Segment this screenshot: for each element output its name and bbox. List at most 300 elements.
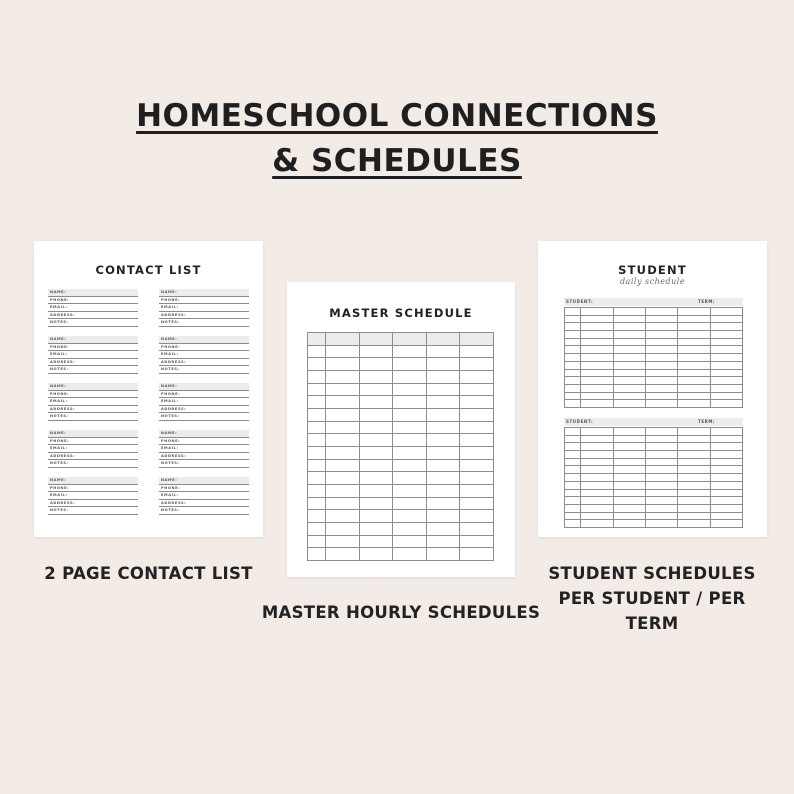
schedule-cell[interactable]: [326, 510, 360, 523]
schedule-cell[interactable]: [613, 443, 645, 451]
schedule-cell[interactable]: [710, 481, 742, 489]
schedule-cell[interactable]: [710, 400, 742, 408]
schedule-cell[interactable]: [426, 383, 460, 396]
contact-field-row[interactable]: [48, 398, 138, 406]
schedule-cell[interactable]: [565, 451, 581, 459]
schedule-cell[interactable]: [678, 451, 710, 459]
schedule-cell[interactable]: [308, 446, 326, 459]
schedule-cell[interactable]: [460, 497, 494, 510]
master-schedule-page-preview[interactable]: [287, 282, 515, 577]
schedule-cell[interactable]: [710, 512, 742, 520]
contact-field-row[interactable]: [48, 383, 138, 391]
schedule-cell[interactable]: [613, 520, 645, 528]
schedule-cell[interactable]: [565, 489, 581, 497]
schedule-cell[interactable]: [565, 520, 581, 528]
contact-field-row[interactable]: [48, 312, 138, 320]
contact-field-row[interactable]: [159, 391, 249, 399]
schedule-cell[interactable]: [393, 434, 427, 447]
schedule-cell[interactable]: [565, 377, 581, 385]
schedule-cell[interactable]: [565, 443, 581, 451]
schedule-cell[interactable]: [460, 472, 494, 485]
schedule-cell[interactable]: [326, 472, 360, 485]
schedule-cell[interactable]: [710, 466, 742, 474]
contact-field-row[interactable]: [159, 319, 249, 327]
schedule-cell[interactable]: [565, 504, 581, 512]
schedule-cell[interactable]: [565, 435, 581, 443]
schedule-cell[interactable]: [326, 345, 360, 358]
schedule-cell[interactable]: [613, 315, 645, 323]
schedule-cell[interactable]: [565, 361, 581, 369]
schedule-cell[interactable]: [646, 466, 678, 474]
contact-field-row[interactable]: [159, 289, 249, 297]
schedule-cell[interactable]: [359, 548, 393, 561]
schedule-cell[interactable]: [393, 446, 427, 459]
schedule-cell[interactable]: [646, 361, 678, 369]
schedule-cell[interactable]: [326, 459, 360, 472]
schedule-cell[interactable]: [359, 333, 393, 346]
schedule-cell[interactable]: [678, 346, 710, 354]
contact-field-row[interactable]: [159, 500, 249, 508]
schedule-cell[interactable]: [326, 358, 360, 371]
schedule-cell[interactable]: [613, 489, 645, 497]
schedule-cell[interactable]: [460, 358, 494, 371]
schedule-cell[interactable]: [581, 520, 613, 528]
schedule-cell[interactable]: [613, 392, 645, 400]
contact-field-row[interactable]: [159, 366, 249, 374]
contact-field-row[interactable]: [48, 485, 138, 493]
schedule-cell[interactable]: [678, 428, 710, 436]
schedule-cell[interactable]: [565, 323, 581, 331]
schedule-cell[interactable]: [393, 345, 427, 358]
schedule-cell[interactable]: [646, 308, 678, 316]
schedule-cell[interactable]: [460, 535, 494, 548]
contact-field-row[interactable]: [159, 477, 249, 485]
schedule-cell[interactable]: [393, 358, 427, 371]
schedule-cell[interactable]: [710, 384, 742, 392]
contact-field-row[interactable]: [159, 398, 249, 406]
schedule-cell[interactable]: [565, 481, 581, 489]
schedule-cell[interactable]: [565, 384, 581, 392]
schedule-cell[interactable]: [613, 481, 645, 489]
contact-field-row[interactable]: [48, 445, 138, 453]
contact-list-page-preview[interactable]: [34, 241, 263, 537]
schedule-cell[interactable]: [678, 400, 710, 408]
schedule-cell[interactable]: [359, 535, 393, 548]
schedule-cell[interactable]: [565, 338, 581, 346]
contact-field-row[interactable]: [159, 445, 249, 453]
schedule-cell[interactable]: [613, 497, 645, 505]
schedule-cell[interactable]: [308, 370, 326, 383]
contact-field-row[interactable]: [48, 344, 138, 352]
schedule-cell[interactable]: [460, 484, 494, 497]
student-term-header[interactable]: [564, 298, 743, 306]
contact-field-row[interactable]: [48, 391, 138, 399]
schedule-cell[interactable]: [581, 489, 613, 497]
schedule-cell[interactable]: [460, 383, 494, 396]
schedule-cell[interactable]: [460, 421, 494, 434]
schedule-cell[interactable]: [359, 497, 393, 510]
contact-field-row[interactable]: [159, 351, 249, 359]
schedule-cell[interactable]: [565, 308, 581, 316]
schedule-cell[interactable]: [646, 400, 678, 408]
schedule-cell[interactable]: [646, 377, 678, 385]
schedule-cell[interactable]: [646, 520, 678, 528]
schedule-cell[interactable]: [359, 472, 393, 485]
contact-field-row[interactable]: [159, 430, 249, 438]
schedule-cell[interactable]: [308, 333, 326, 346]
schedule-cell[interactable]: [710, 451, 742, 459]
schedule-cell[interactable]: [308, 484, 326, 497]
schedule-cell[interactable]: [565, 331, 581, 339]
schedule-cell[interactable]: [460, 396, 494, 409]
schedule-cell[interactable]: [460, 408, 494, 421]
schedule-cell[interactable]: [678, 338, 710, 346]
schedule-cell[interactable]: [581, 361, 613, 369]
schedule-cell[interactable]: [646, 451, 678, 459]
schedule-cell[interactable]: [613, 435, 645, 443]
schedule-cell[interactable]: [678, 331, 710, 339]
schedule-cell[interactable]: [646, 489, 678, 497]
schedule-cell[interactable]: [710, 392, 742, 400]
contact-field-row[interactable]: [48, 304, 138, 312]
schedule-cell[interactable]: [565, 428, 581, 436]
schedule-cell[interactable]: [359, 396, 393, 409]
contact-field-row[interactable]: [48, 297, 138, 305]
schedule-cell[interactable]: [678, 369, 710, 377]
schedule-cell[interactable]: [326, 434, 360, 447]
schedule-cell[interactable]: [326, 484, 360, 497]
schedule-cell[interactable]: [613, 458, 645, 466]
contact-field-row[interactable]: [48, 319, 138, 327]
schedule-cell[interactable]: [613, 466, 645, 474]
schedule-cell[interactable]: [581, 323, 613, 331]
schedule-cell[interactable]: [308, 383, 326, 396]
contact-field-row[interactable]: [48, 413, 138, 421]
schedule-cell[interactable]: [359, 383, 393, 396]
schedule-cell[interactable]: [646, 497, 678, 505]
schedule-cell[interactable]: [678, 435, 710, 443]
schedule-cell[interactable]: [581, 400, 613, 408]
schedule-cell[interactable]: [460, 333, 494, 346]
schedule-cell[interactable]: [710, 489, 742, 497]
schedule-cell[interactable]: [646, 338, 678, 346]
schedule-cell[interactable]: [426, 484, 460, 497]
schedule-cell[interactable]: [646, 458, 678, 466]
schedule-cell[interactable]: [581, 384, 613, 392]
contact-field-row[interactable]: [48, 336, 138, 344]
schedule-cell[interactable]: [565, 315, 581, 323]
contact-field-row[interactable]: [159, 507, 249, 515]
schedule-cell[interactable]: [565, 466, 581, 474]
schedule-cell[interactable]: [678, 392, 710, 400]
contact-field-row[interactable]: [159, 344, 249, 352]
schedule-cell[interactable]: [678, 497, 710, 505]
schedule-cell[interactable]: [710, 458, 742, 466]
schedule-cell[interactable]: [613, 428, 645, 436]
schedule-cell[interactable]: [678, 489, 710, 497]
schedule-cell[interactable]: [359, 510, 393, 523]
schedule-cell[interactable]: [646, 369, 678, 377]
schedule-cell[interactable]: [359, 446, 393, 459]
schedule-cell[interactable]: [308, 548, 326, 561]
schedule-cell[interactable]: [613, 338, 645, 346]
schedule-cell[interactable]: [613, 451, 645, 459]
schedule-cell[interactable]: [393, 396, 427, 409]
schedule-cell[interactable]: [613, 512, 645, 520]
schedule-cell[interactable]: [646, 481, 678, 489]
contact-field-row[interactable]: [48, 438, 138, 446]
schedule-cell[interactable]: [565, 400, 581, 408]
schedule-cell[interactable]: [581, 443, 613, 451]
schedule-cell[interactable]: [710, 428, 742, 436]
schedule-cell[interactable]: [678, 512, 710, 520]
schedule-cell[interactable]: [308, 497, 326, 510]
schedule-cell[interactable]: [581, 458, 613, 466]
contact-field-row[interactable]: [159, 312, 249, 320]
contact-field-row[interactable]: [48, 492, 138, 500]
schedule-cell[interactable]: [308, 358, 326, 371]
contact-field-row[interactable]: [48, 359, 138, 367]
schedule-cell[interactable]: [678, 377, 710, 385]
schedule-cell[interactable]: [710, 504, 742, 512]
schedule-cell[interactable]: [581, 451, 613, 459]
contact-field-row[interactable]: [48, 289, 138, 297]
schedule-cell[interactable]: [678, 474, 710, 482]
schedule-cell[interactable]: [678, 384, 710, 392]
schedule-cell[interactable]: [393, 497, 427, 510]
schedule-cell[interactable]: [613, 331, 645, 339]
schedule-cell[interactable]: [426, 421, 460, 434]
schedule-cell[interactable]: [613, 308, 645, 316]
schedule-cell[interactable]: [359, 370, 393, 383]
schedule-cell[interactable]: [326, 408, 360, 421]
schedule-cell[interactable]: [710, 308, 742, 316]
schedule-cell[interactable]: [393, 522, 427, 535]
schedule-cell[interactable]: [646, 346, 678, 354]
schedule-cell[interactable]: [613, 400, 645, 408]
schedule-cell[interactable]: [581, 481, 613, 489]
schedule-cell[interactable]: [326, 383, 360, 396]
schedule-cell[interactable]: [326, 535, 360, 548]
schedule-cell[interactable]: [710, 520, 742, 528]
schedule-cell[interactable]: [426, 446, 460, 459]
schedule-cell[interactable]: [581, 497, 613, 505]
schedule-cell[interactable]: [678, 504, 710, 512]
schedule-cell[interactable]: [613, 323, 645, 331]
schedule-cell[interactable]: [710, 361, 742, 369]
schedule-cell[interactable]: [565, 497, 581, 505]
schedule-cell[interactable]: [581, 504, 613, 512]
schedule-cell[interactable]: [460, 510, 494, 523]
schedule-cell[interactable]: [308, 408, 326, 421]
schedule-cell[interactable]: [613, 474, 645, 482]
schedule-cell[interactable]: [646, 392, 678, 400]
contact-field-row[interactable]: [159, 304, 249, 312]
schedule-cell[interactable]: [581, 466, 613, 474]
schedule-cell[interactable]: [710, 377, 742, 385]
schedule-cell[interactable]: [393, 510, 427, 523]
schedule-cell[interactable]: [581, 392, 613, 400]
schedule-cell[interactable]: [308, 396, 326, 409]
schedule-cell[interactable]: [613, 354, 645, 362]
schedule-cell[interactable]: [426, 510, 460, 523]
contact-field-row[interactable]: [159, 336, 249, 344]
contact-field-row[interactable]: [48, 406, 138, 414]
schedule-cell[interactable]: [326, 370, 360, 383]
schedule-cell[interactable]: [710, 497, 742, 505]
schedule-cell[interactable]: [581, 354, 613, 362]
schedule-cell[interactable]: [581, 331, 613, 339]
schedule-cell[interactable]: [359, 522, 393, 535]
schedule-cell[interactable]: [565, 354, 581, 362]
schedule-cell[interactable]: [646, 331, 678, 339]
schedule-cell[interactable]: [646, 428, 678, 436]
contact-field-row[interactable]: [48, 430, 138, 438]
schedule-cell[interactable]: [359, 459, 393, 472]
schedule-cell[interactable]: [646, 315, 678, 323]
schedule-cell[interactable]: [646, 354, 678, 362]
student-schedule-page-preview[interactable]: [538, 241, 767, 537]
schedule-cell[interactable]: [308, 472, 326, 485]
schedule-cell[interactable]: [710, 435, 742, 443]
schedule-cell[interactable]: [646, 512, 678, 520]
schedule-cell[interactable]: [426, 522, 460, 535]
schedule-cell[interactable]: [678, 354, 710, 362]
schedule-cell[interactable]: [710, 323, 742, 331]
schedule-cell[interactable]: [326, 548, 360, 561]
contact-field-row[interactable]: [159, 453, 249, 461]
schedule-cell[interactable]: [308, 535, 326, 548]
schedule-cell[interactable]: [710, 443, 742, 451]
schedule-cell[interactable]: [308, 345, 326, 358]
schedule-cell[interactable]: [426, 535, 460, 548]
schedule-cell[interactable]: [581, 435, 613, 443]
schedule-cell[interactable]: [710, 331, 742, 339]
schedule-cell[interactable]: [646, 384, 678, 392]
schedule-cell[interactable]: [359, 345, 393, 358]
schedule-cell[interactable]: [359, 408, 393, 421]
schedule-cell[interactable]: [678, 458, 710, 466]
schedule-cell[interactable]: [393, 383, 427, 396]
contact-field-row[interactable]: [159, 438, 249, 446]
contact-field-row[interactable]: [48, 351, 138, 359]
contact-field-row[interactable]: [159, 413, 249, 421]
schedule-cell[interactable]: [359, 358, 393, 371]
schedule-cell[interactable]: [678, 361, 710, 369]
schedule-cell[interactable]: [393, 548, 427, 561]
contact-field-row[interactable]: [48, 507, 138, 515]
schedule-cell[interactable]: [710, 315, 742, 323]
schedule-cell[interactable]: [646, 504, 678, 512]
schedule-cell[interactable]: [565, 392, 581, 400]
schedule-cell[interactable]: [426, 434, 460, 447]
schedule-cell[interactable]: [359, 484, 393, 497]
schedule-cell[interactable]: [613, 384, 645, 392]
schedule-cell[interactable]: [460, 548, 494, 561]
schedule-cell[interactable]: [646, 474, 678, 482]
schedule-cell[interactable]: [581, 338, 613, 346]
schedule-cell[interactable]: [326, 333, 360, 346]
schedule-cell[interactable]: [678, 315, 710, 323]
contact-field-row[interactable]: [159, 485, 249, 493]
contact-field-row[interactable]: [48, 453, 138, 461]
schedule-cell[interactable]: [426, 497, 460, 510]
schedule-cell[interactable]: [565, 346, 581, 354]
schedule-cell[interactable]: [393, 472, 427, 485]
schedule-cell[interactable]: [678, 466, 710, 474]
schedule-cell[interactable]: [565, 369, 581, 377]
schedule-cell[interactable]: [678, 481, 710, 489]
schedule-cell[interactable]: [613, 369, 645, 377]
schedule-cell[interactable]: [326, 396, 360, 409]
schedule-cell[interactable]: [646, 323, 678, 331]
schedule-cell[interactable]: [565, 474, 581, 482]
schedule-cell[interactable]: [308, 510, 326, 523]
schedule-cell[interactable]: [710, 369, 742, 377]
schedule-cell[interactable]: [308, 434, 326, 447]
schedule-cell[interactable]: [460, 446, 494, 459]
schedule-cell[interactable]: [326, 446, 360, 459]
schedule-cell[interactable]: [678, 308, 710, 316]
schedule-cell[interactable]: [581, 346, 613, 354]
contact-field-row[interactable]: [159, 383, 249, 391]
schedule-cell[interactable]: [426, 459, 460, 472]
schedule-cell[interactable]: [581, 315, 613, 323]
schedule-cell[interactable]: [426, 396, 460, 409]
schedule-cell[interactable]: [359, 434, 393, 447]
schedule-cell[interactable]: [581, 369, 613, 377]
schedule-cell[interactable]: [678, 443, 710, 451]
schedule-cell[interactable]: [678, 520, 710, 528]
schedule-cell[interactable]: [710, 346, 742, 354]
schedule-cell[interactable]: [581, 308, 613, 316]
schedule-cell[interactable]: [613, 361, 645, 369]
contact-field-row[interactable]: [48, 366, 138, 374]
schedule-cell[interactable]: [426, 358, 460, 371]
schedule-cell[interactable]: [678, 323, 710, 331]
schedule-cell[interactable]: [565, 458, 581, 466]
schedule-cell[interactable]: [710, 354, 742, 362]
schedule-cell[interactable]: [393, 535, 427, 548]
contact-field-row[interactable]: [159, 492, 249, 500]
schedule-cell[interactable]: [393, 421, 427, 434]
schedule-cell[interactable]: [426, 345, 460, 358]
schedule-cell[interactable]: [710, 338, 742, 346]
schedule-cell[interactable]: [326, 522, 360, 535]
contact-field-row[interactable]: [48, 500, 138, 508]
contact-field-row[interactable]: [159, 406, 249, 414]
schedule-cell[interactable]: [393, 408, 427, 421]
contact-field-row[interactable]: [159, 297, 249, 305]
schedule-cell[interactable]: [326, 421, 360, 434]
schedule-cell[interactable]: [613, 346, 645, 354]
schedule-cell[interactable]: [581, 512, 613, 520]
schedule-cell[interactable]: [460, 370, 494, 383]
schedule-cell[interactable]: [565, 512, 581, 520]
contact-field-row[interactable]: [159, 460, 249, 468]
schedule-cell[interactable]: [359, 421, 393, 434]
schedule-cell[interactable]: [646, 435, 678, 443]
student-term-header[interactable]: [564, 418, 743, 426]
schedule-cell[interactable]: [393, 459, 427, 472]
schedule-cell[interactable]: [460, 459, 494, 472]
schedule-cell[interactable]: [308, 421, 326, 434]
schedule-cell[interactable]: [393, 333, 427, 346]
schedule-cell[interactable]: [426, 333, 460, 346]
schedule-cell[interactable]: [710, 474, 742, 482]
schedule-cell[interactable]: [308, 522, 326, 535]
schedule-cell[interactable]: [460, 434, 494, 447]
